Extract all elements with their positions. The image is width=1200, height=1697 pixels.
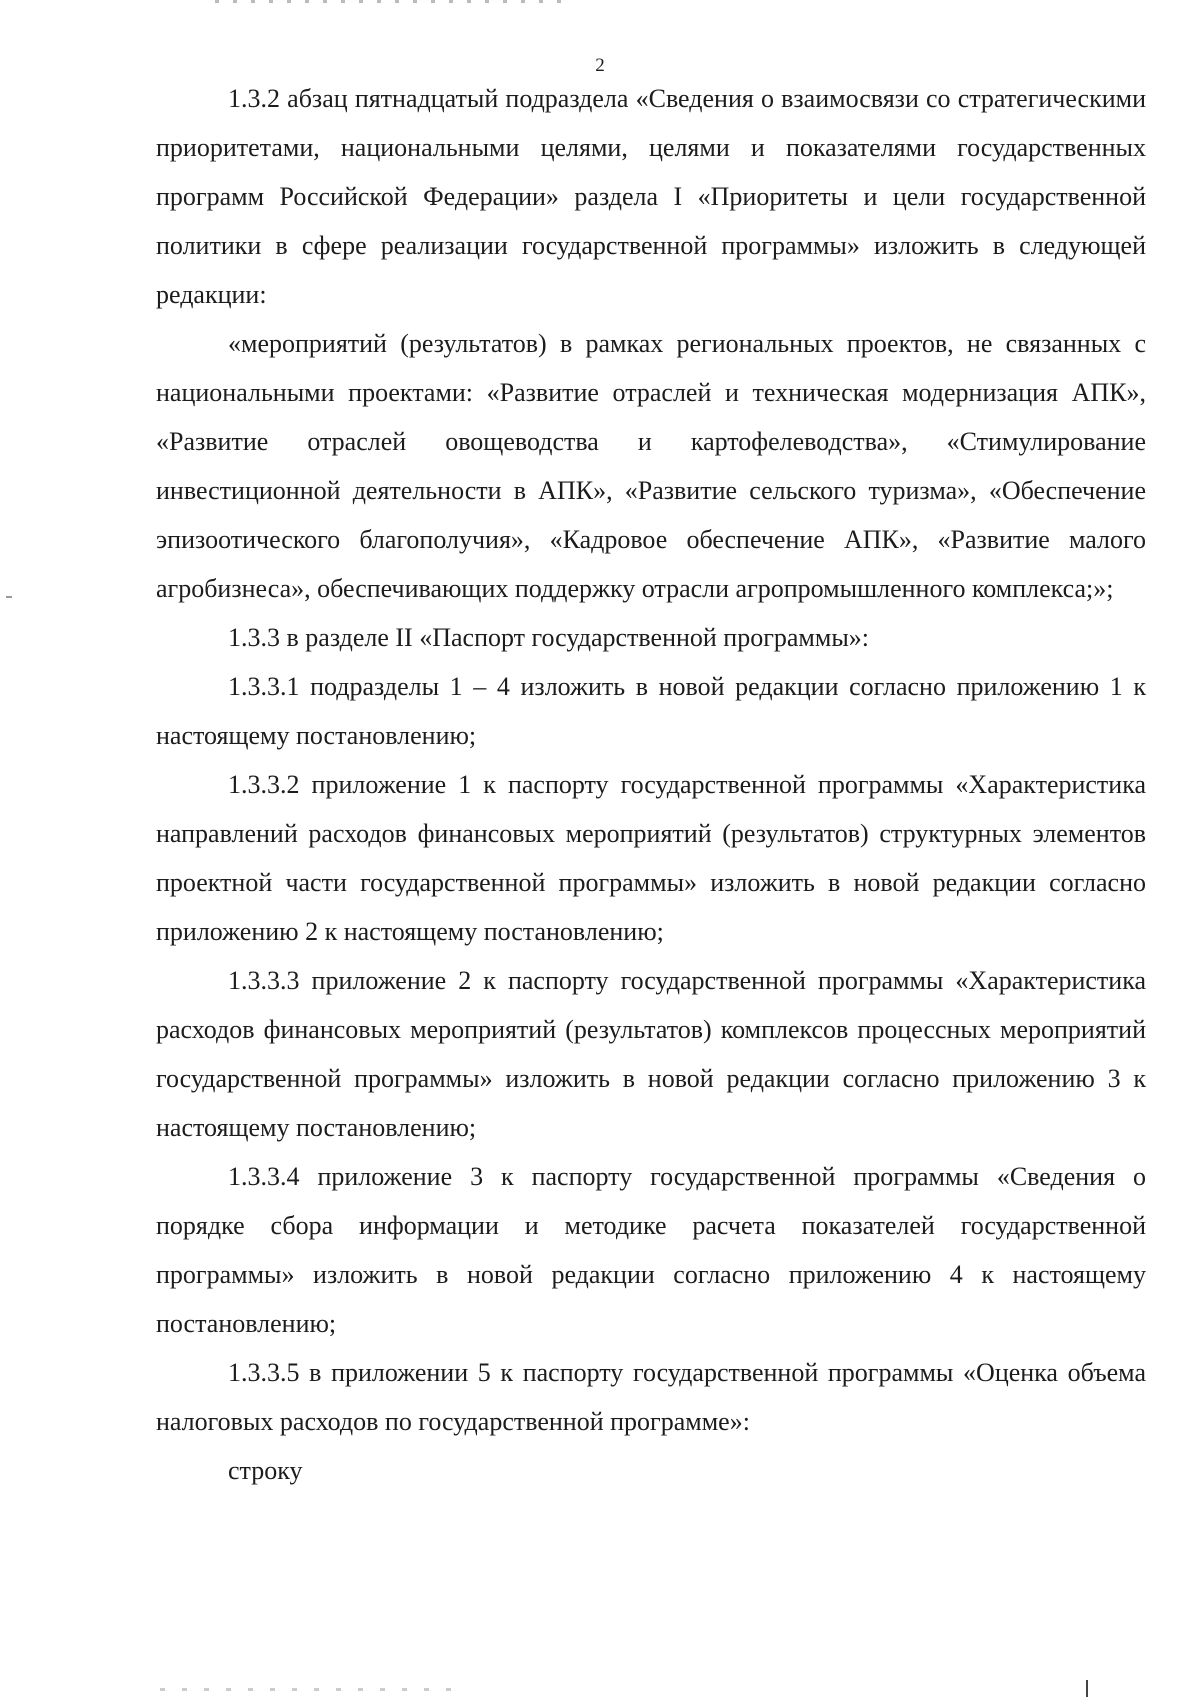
paragraph-line-word: строку — [228, 1456, 303, 1485]
scan-artifact-corner — [1086, 1680, 1088, 1697]
paragraph-1-3-3-4: 1.3.3.4 приложение 3 к паспорту государственной программы «Сведения о порядке сбора информации и методике расчета показателей государственной программы» изложить в новой редакции согласно приложению 4 к настоящему постановлению; — [156, 1162, 1146, 1338]
paragraph-1-3-2: 1.3.2 абзац пятнадцатый подраздела «Сведения о взаимосвязи со стратегическими приоритетами, национальными целями, целями и показателями государственных программ Российской Федерации» раздела I «Приоритеты и цели государственной политики в сфере реализации государственной программы» изложить в следующей редакции: — [156, 84, 1146, 309]
paragraph-1-3-3-5: 1.3.3.5 в приложении 5 к паспорту государственной программы «Оценка объема налоговых расходов по государственной программе»: — [156, 1358, 1146, 1436]
scan-artifact-bottom — [160, 1688, 460, 1691]
scan-artifact-top — [215, 0, 575, 3]
paragraph-1-3-3-2: 1.3.3.2 приложение 1 к паспорту государственной программы «Характеристика направлений расходов финансовых мероприятий (результатов) структурных элементов проектной части государственной программы» изложить в новой редакции согласно приложению 2 к настоящему постановлению; — [156, 770, 1146, 946]
paragraph-1-3-3: 1.3.3 в разделе II «Паспорт государственной программы»: — [228, 623, 870, 652]
scan-artifact-margin — [6, 596, 12, 598]
document-body — [156, 74, 1146, 1495]
paragraph-1-3-3-1: 1.3.3.1 подразделы 1 – 4 изложить в новой редакции согласно приложению 1 к настоящему постановлению; — [156, 672, 1146, 750]
page-number: 2 — [595, 55, 605, 76]
paragraph-1-3-3-3: 1.3.3.3 приложение 2 к паспорту государственной программы «Характеристика расходов финансовых мероприятий (результатов) комплексов процессных мероприятий государственной программы» изложить в новой редакции согласно приложению 3 к настоящему постановлению; — [156, 966, 1146, 1142]
paragraph-quoted-text: «мероприятий (результатов) в рамках региональных проектов, не связанных с национальными проектами: «Развитие отраслей и техническая модернизация АПК», «Развитие отраслей овощеводства и картофелеводства», «Стимулирование инвестиционной деятельности в АПК», «Развитие сельского туризма», «Обеспечение эпизоотического благополучия», «Кадровое обеспечение АПК», «Развитие малого агробизнеса», обеспечивающих поддержку отрасли агропромышленного комплекса;»; — [156, 329, 1146, 603]
